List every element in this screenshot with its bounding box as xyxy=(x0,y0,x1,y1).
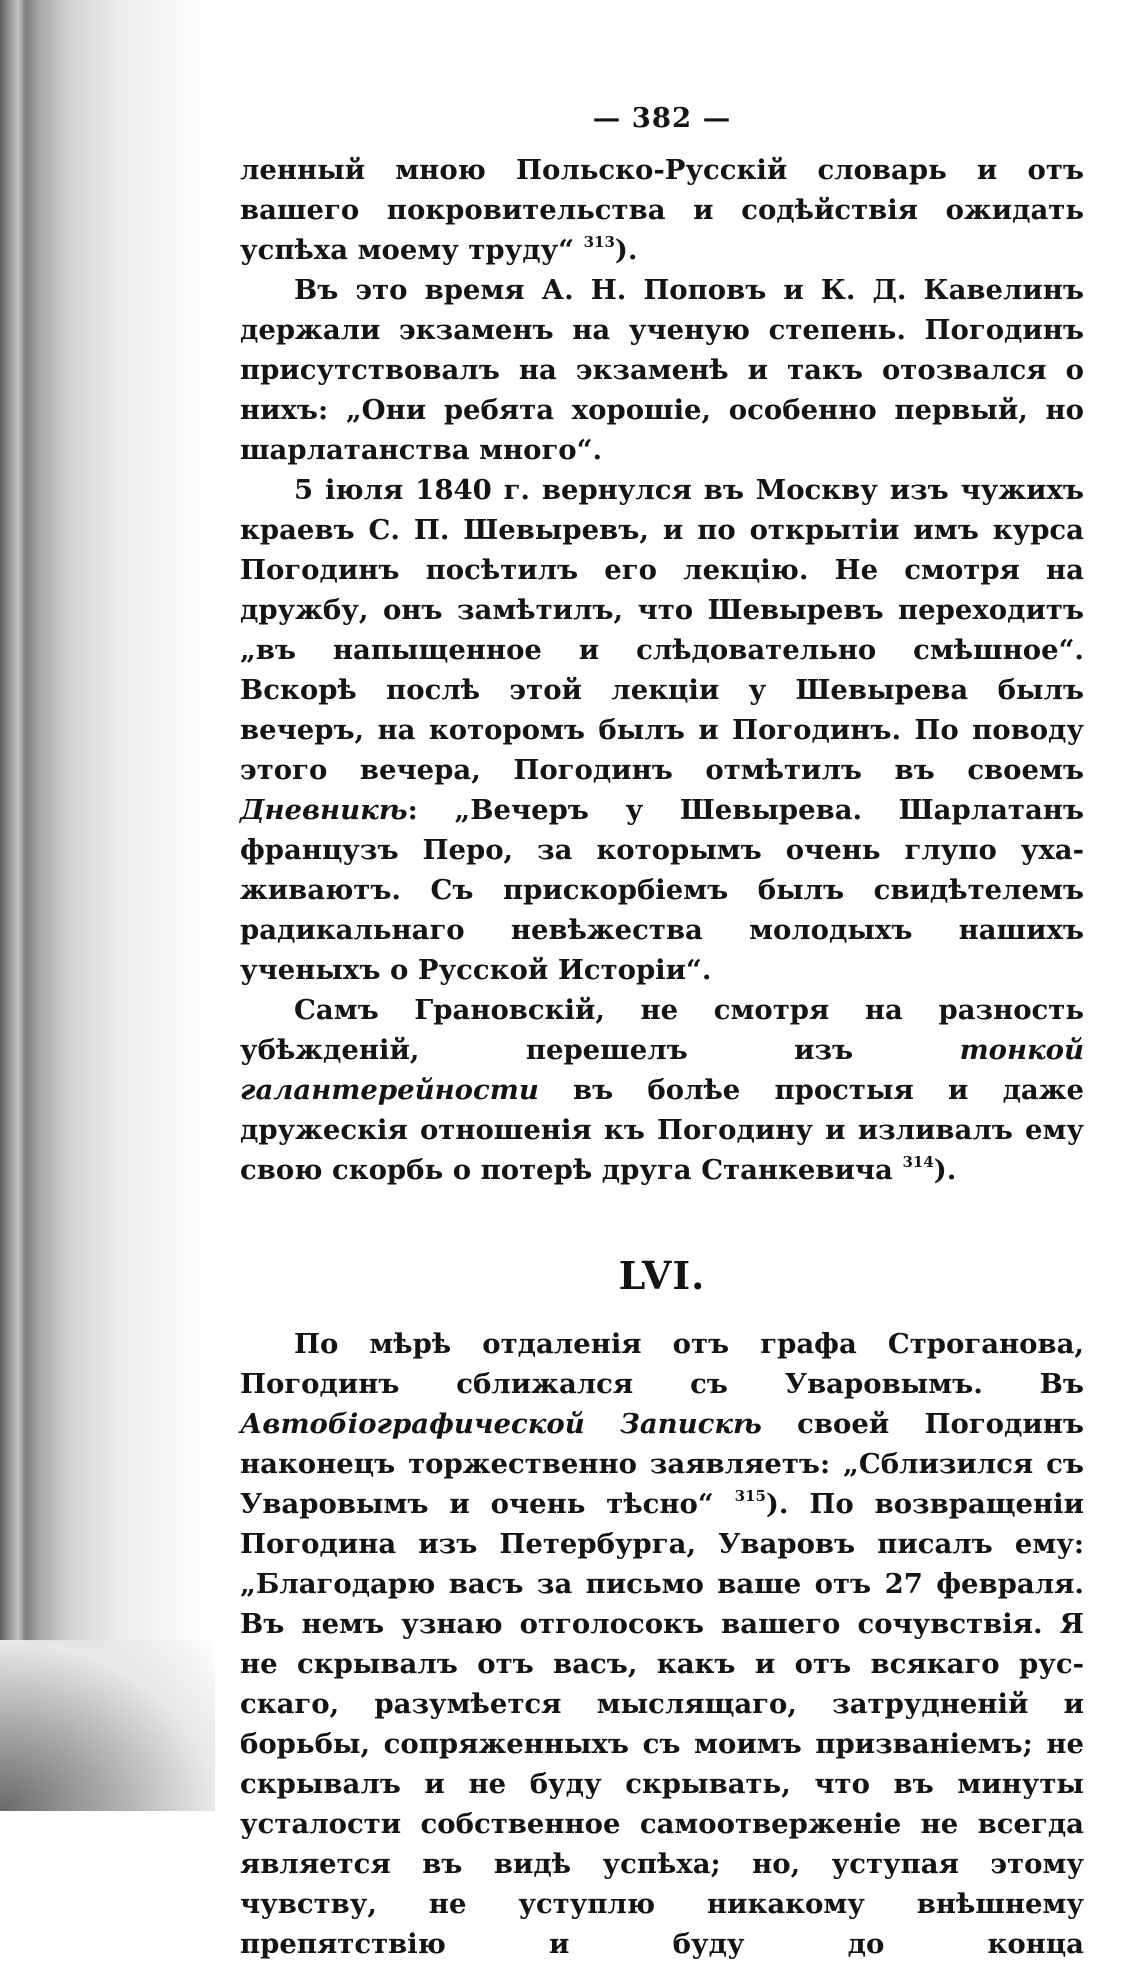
text-run: : „Вечеръ у Шевырева. Шарлатанъ французъ Перо, за которымъ очень глупо ухаживаютъ. Съ прискорбіемъ былъ свидѣтелемъ радикальнаго невѣжества молодыхъ нашихъ ученыхъ о Русской Исторіи“. xyxy=(240,794,1084,986)
paragraph-continuation xyxy=(240,150,1084,270)
section-heading: LVI. xyxy=(618,1253,706,1298)
italic-run: Автобіографической Запискѣ xyxy=(240,1408,762,1440)
text-run: въ болѣе простыя и даже дружескія отношенія къ Погодину и изливалъ ему свою скорбь о потерѣ друга Станкевича xyxy=(240,1074,1084,1186)
italic-run: Дневникѣ xyxy=(240,794,408,826)
italic-run: тонкой галантерейности xyxy=(240,1034,1084,1106)
book-spine-shadow xyxy=(0,0,215,1811)
paragraph xyxy=(240,470,1084,990)
text-run: По мѣрѣ отдаленія отъ графа Строганова, Погодинъ сближался съ Уваровымъ. Въ xyxy=(240,1328,1084,1400)
paragraph xyxy=(240,270,1084,470)
text-run: Въ это время А. Н. Поповъ и К. Д. Кавелинъ держали экзаменъ на ученую степень. Погодинъ присутствовалъ на экзаменѣ и такъ отозвался о нихъ: „Они ребята хорошіе, особенно первый, но шарлатанства много“. xyxy=(240,274,1084,466)
paragraph xyxy=(240,990,1084,1190)
text-run: ). xyxy=(933,1154,957,1186)
text-block-bottom xyxy=(240,1324,1084,1964)
text-block-top xyxy=(240,150,1084,1190)
footnote-ref: 315 xyxy=(734,1487,766,1505)
page-number: — 382 — xyxy=(592,102,732,134)
text-run: Самъ Грановскій, не смотря на разность убѣжденій, перешелъ изъ xyxy=(240,994,1084,1066)
footnote-ref: 313 xyxy=(583,233,615,251)
page-curl-shadow xyxy=(0,1640,215,1811)
text-run: 5 іюля 1840 г. вернулся въ Москву изъ чужихъ краевъ С. П. Шевыревъ, и по открытіи имъ курса Погодинъ посѣтилъ его лекцію. Не смотря на дружбу, онъ замѣтилъ, что Шевыревъ переходитъ „въ напыщенное и слѣдовательно смѣшное“. Вскорѣ послѣ этой лекціи у Шевырева былъ вечеръ, на которомъ былъ и Погодинъ. По поводу этого вечера, Погодинъ отмѣтилъ въ своемъ xyxy=(240,474,1084,786)
text-run: ). По возвращеніи Погодина изъ Петербурга, Уваровъ писалъ ему: „Благодарю васъ за письмо ваше отъ 27 февраля. Въ немъ узнаю отголосокъ вашего сочувствія. Я не скрывалъ отъ васъ, какъ и отъ всякаго русскаго, разумѣется мыслящаго, затрудненій и борьбы, сопряженныхъ съ моимъ призваніемъ; не скрывалъ и не буду скрывать, что въ минуты усталости собственное самоотверженіе не всегда является въ видѣ успѣха; но, уступая этому чувству, не уступлю никакому внѣшнему препятствію и буду до конца xyxy=(240,1488,1084,1960)
text-run: своей Погодинъ наконецъ торжественно заявляетъ: „Сблизился съ Уваровымъ и очень тѣсно“ xyxy=(240,1408,1084,1520)
footnote-ref: 314 xyxy=(902,1153,934,1171)
paragraph xyxy=(240,1324,1084,1964)
page-content xyxy=(240,98,1084,1964)
text-run: ленный мною Польско-Русскій словарь и отъ вашего покровительства и содѣйствія ожидать успѣха моему труду“ xyxy=(240,154,1084,266)
text-run: ). xyxy=(614,234,638,266)
